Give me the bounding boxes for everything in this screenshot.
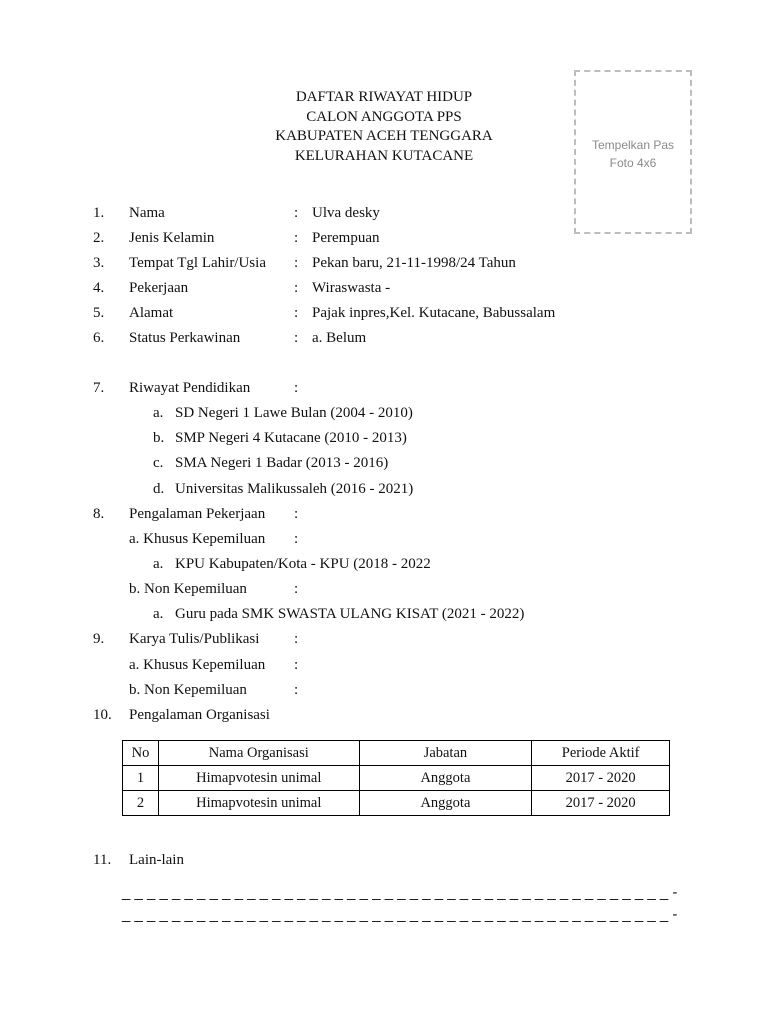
field-colon: : [294,330,299,346]
field-label: Tempat Tgl Lahir/Usia [129,255,266,271]
doc-kelurahan: KELURAHAN KUTACANE [294,148,474,164]
field-number: 1. [93,205,105,221]
section-label: Pengalaman Pekerjaan [129,506,266,522]
subsection-label: b. Non Kepemiluan [129,581,247,597]
field-label: Jenis Kelamin [129,230,215,246]
table-header-cell: Periode Aktif [532,741,670,766]
field-label: Status Perkawinan [129,330,241,346]
field-value-name: Ulva desky [312,205,380,221]
table-cell: 1 [123,766,159,791]
list-item: SD Negeri 1 Lawe Bulan (2004 - 2010) [175,405,413,421]
fill-line: _ _ _ _ _ _ _ _ _ _ _ _ _ _ _ _ _ _ _ _ _ _ _ _ _ _ _ _ _ _ _ _ _ _ _ _ _ _ _ _ _ _ _ _ - [122,884,678,901]
subsection-label: a. Khusus Kepemiluan [129,531,266,547]
section-number: 9. [93,631,105,647]
table-header-cell: Jabatan [359,741,532,766]
table-cell: Himapvotesin unimal [158,766,359,791]
field-colon: : [294,305,299,321]
doc-title: DAFTAR RIWAYAT HIDUP [295,89,473,105]
section-label: Karya Tulis/Publikasi [129,631,260,647]
doc-region: KABUPATEN ACEH TENGGARA [275,128,493,144]
subsection-colon: : [294,682,299,698]
field-colon: : [294,280,299,296]
section-number: 10. [93,707,112,723]
table-cell: 2017 - 2020 [532,766,670,791]
field-number: 2. [93,230,105,246]
field-colon: : [294,230,299,246]
photo-placeholder [574,70,692,234]
photo-placeholder-text [576,136,690,172]
section-number: 11. [93,852,112,868]
list-item: Guru pada SMK SWASTA ULANG KISAT (2021 - 2022) [175,606,525,622]
field-value-gender: Perempuan [312,230,380,246]
section-colon: : [294,631,299,647]
fill-line: _ _ _ _ _ _ _ _ _ _ _ _ _ _ _ _ _ _ _ _ _ _ _ _ _ _ _ _ _ _ _ _ _ _ _ _ _ _ _ _ _ _ _ _ - [122,906,678,923]
subsection-colon: : [294,581,299,597]
section-colon: : [294,506,299,522]
list-letter: a. [153,556,164,572]
field-number: 4. [93,280,105,296]
field-value-address: Pajak inpres,Kel. Kutacane, Babussalam [312,305,556,321]
subsection-colon: : [294,531,299,547]
field-value-birth: Pekan baru, 21-11-1998/24 Tahun [312,255,516,271]
list-letter: b. [153,430,165,446]
organization-table [122,740,670,816]
section-label: Lain-lain [129,852,184,868]
table-cell: Anggota [359,766,532,791]
section-number: 8. [93,506,105,522]
field-number: 3. [93,255,105,271]
section-label: Pengalaman Organisasi [129,707,270,723]
subsection-label: b. Non Kepemiluan [129,682,247,698]
list-letter: a. [153,405,164,421]
field-label: Nama [129,205,165,221]
section-label: Riwayat Pendidikan [129,380,251,396]
list-item: SMA Negeri 1 Badar (2013 - 2016) [175,455,389,471]
list-letter: c. [153,455,164,471]
list-letter: d. [153,481,165,497]
subsection-colon: : [294,657,299,673]
table-cell: Himapvotesin unimal [158,791,359,816]
subsection-label: a. Khusus Kepemiluan [129,657,266,673]
photo-text-line2: Foto 4x6 [609,156,657,170]
section-number: 7. [93,380,105,396]
field-value-job: Wiraswasta - [312,280,391,296]
table-header-cell: No [123,741,159,766]
table-header-cell: Nama Organisasi [158,741,359,766]
field-colon: : [294,205,299,221]
table-cell: Anggota [359,791,532,816]
field-number: 6. [93,330,105,346]
field-label: Pekerjaan [129,280,189,296]
photo-text-line1: Tempelkan Pas [591,138,675,152]
field-colon: : [294,255,299,271]
table-row [123,791,670,816]
field-number: 5. [93,305,105,321]
field-label: Alamat [129,305,174,321]
list-item: KPU Kabupaten/Kota - KPU (2018 - 2022 [175,556,431,572]
table-row [123,766,670,791]
table-cell: 2017 - 2020 [532,791,670,816]
list-item: Universitas Malikussaleh (2016 - 2021) [175,481,414,497]
list-item: SMP Negeri 4 Kutacane (2010 - 2013) [175,430,407,446]
field-value-marital: a. Belum [312,330,367,346]
table-header-row [123,741,670,766]
list-letter: a. [153,606,164,622]
section-colon: : [294,380,299,396]
doc-subtitle: CALON ANGGOTA PPS [306,109,462,125]
table-cell: 2 [123,791,159,816]
